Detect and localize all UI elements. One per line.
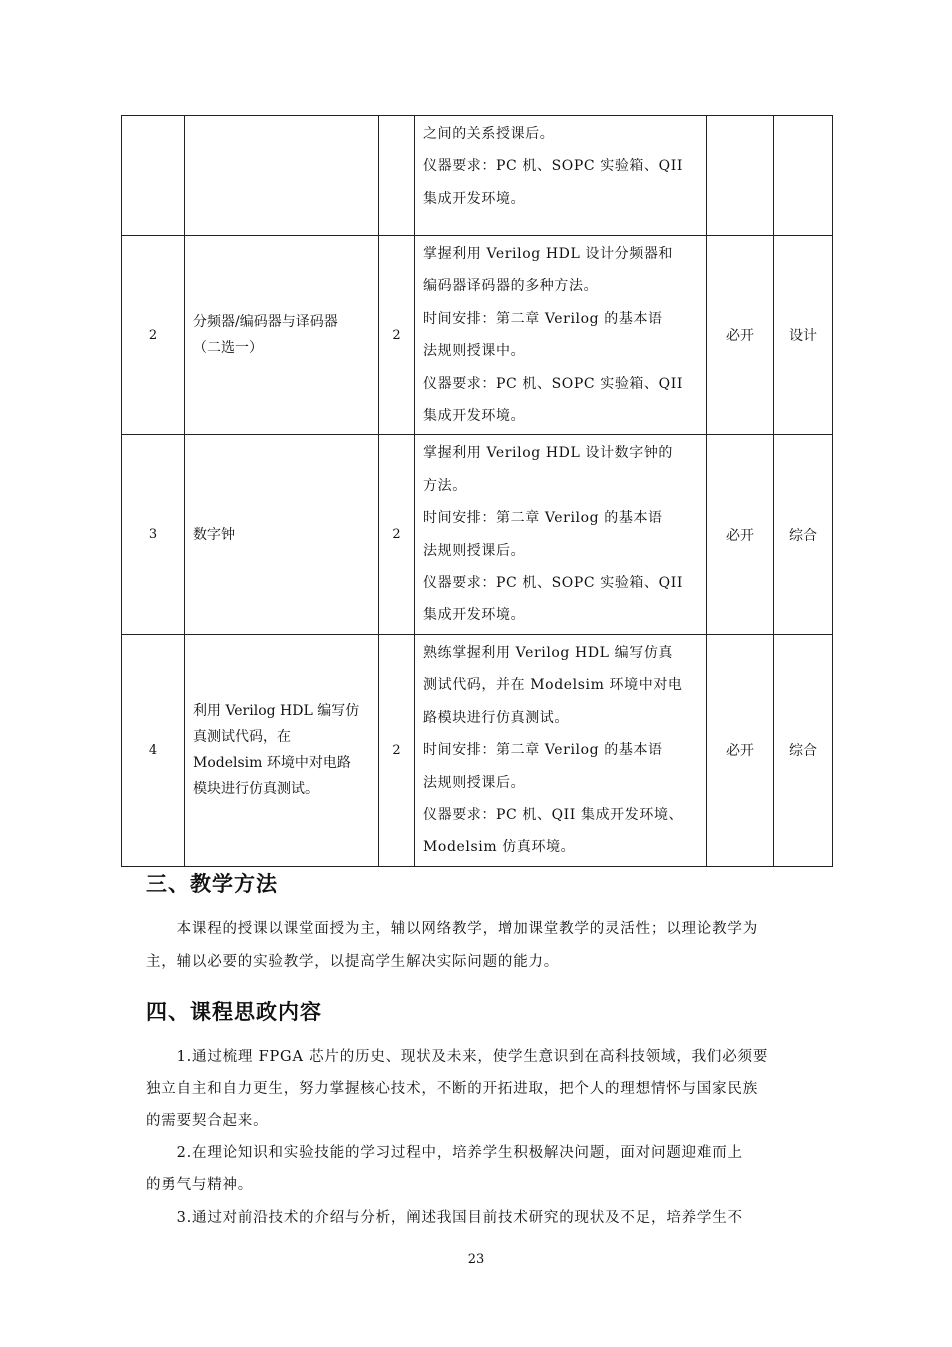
experiment-table-body <box>122 116 833 867</box>
content-line: 之间的关系授课后。 <box>423 126 555 142</box>
content-line: 测试代码，并在 Modelsim 环境中对电 <box>423 677 683 694</box>
cell-category: 设计 <box>774 236 833 435</box>
cell-experiment-name <box>185 116 379 236</box>
page-number: 23 <box>467 1252 485 1267</box>
section-4-line: 2.在理论知识和实验技能的学习过程中，培养学生积极解决问题，面对问题迎难而上 <box>146 1145 743 1161</box>
experiment-name-line: 模块进行仿真测试。 <box>193 781 319 798</box>
experiment-name-line: 分频器/编码器与译码器 <box>193 314 338 331</box>
content-line: 熟练掌握利用 Verilog HDL 编写仿真 <box>423 644 674 661</box>
experiment-table <box>121 115 833 867</box>
section-3-line: 主，辅以必要的实验教学，以提高学生解决实际问题的能力。 <box>146 954 560 970</box>
content-line: 掌握利用 Verilog HDL 设计分频器和 <box>423 246 674 262</box>
content-line: Modelsim 仿真环境。 <box>423 839 576 856</box>
experiment-name-line: 数字钟 <box>193 526 235 543</box>
cell-hours <box>379 116 415 236</box>
cell-number: 3 <box>122 435 185 634</box>
cell-content <box>415 435 707 634</box>
cell-requirement: 必开 <box>707 236 774 435</box>
cell-requirement <box>707 116 774 236</box>
content-line: 仪器要求：PC 机、SOPC 实验箱、QII <box>423 375 683 392</box>
cell-hours: 2 <box>379 236 415 435</box>
content-line: 路模块进行仿真测试。 <box>423 709 569 726</box>
content-line: 时间安排：第二章 Verilog 的基本语 <box>423 510 663 527</box>
cell-experiment-name <box>185 634 379 866</box>
content-line: 集成开发环境。 <box>423 607 526 624</box>
section-4-line: 3.通过对前沿技术的介绍与分析，阐述我国目前技术研究的现状及不足，培养学生不 <box>146 1210 743 1226</box>
cell-category <box>774 116 833 236</box>
content-line: 仪器要求：PC 机、SOPC 实验箱、QII <box>423 158 683 175</box>
section-3-heading: 三、教学方法 <box>146 872 278 896</box>
content-line: 法规则授课后。 <box>423 774 526 791</box>
cell-category: 综合 <box>774 435 833 634</box>
content-line: 掌握利用 Verilog HDL 设计数字钟的 <box>423 445 674 462</box>
cell-requirement: 必开 <box>707 435 774 634</box>
experiment-name-line: 利用 Verilog HDL 编写仿 <box>193 703 360 720</box>
experiment-name-line: （二选一） <box>193 340 263 357</box>
content-line: 时间安排：第二章 Verilog 的基本语 <box>423 742 663 759</box>
cell-requirement: 必开 <box>707 634 774 866</box>
cell-experiment-name <box>185 236 379 435</box>
cell-content <box>415 236 707 435</box>
content-line: 方法。 <box>423 477 467 494</box>
cell-number: 2 <box>122 236 185 435</box>
section-4-line: 的需要契合起来。 <box>146 1113 269 1129</box>
cell-experiment-name <box>185 435 379 634</box>
cell-hours: 2 <box>379 634 415 866</box>
cell-number <box>122 116 185 236</box>
content-line: 仪器要求：PC 机、SOPC 实验箱、QII <box>423 575 683 592</box>
cell-content <box>415 116 707 236</box>
content-line: 编码器译码器的多种方法。 <box>423 278 599 295</box>
content-line: 时间安排：第二章 Verilog 的基本语 <box>423 310 663 327</box>
cell-hours: 2 <box>379 435 415 634</box>
section-4-line: 的勇气与精神。 <box>146 1177 254 1193</box>
content-line: 集成开发环境。 <box>423 190 526 207</box>
table-row <box>122 236 833 435</box>
table-row <box>122 116 833 236</box>
experiment-name-line: 真测试代码，在 <box>193 729 291 746</box>
content-line: 集成开发环境。 <box>423 408 526 425</box>
cell-category: 综合 <box>774 634 833 866</box>
section-3-line: 本课程的授课以课堂面授为主，辅以网络教学，增加课堂教学的灵活性；以理论教学为 <box>146 921 758 937</box>
section-4-line: 1.通过梳理 FPGA 芯片的历史、现状及未来，使学生意识到在高科技领域，我们必须要 <box>146 1049 769 1065</box>
cell-content <box>415 634 707 866</box>
table-row <box>122 435 833 634</box>
section-4-heading: 四、课程思政内容 <box>146 1000 322 1024</box>
experiment-name-line: Modelsim 环境中对电路 <box>193 755 351 772</box>
content-line: 法规则授课后。 <box>423 542 526 559</box>
content-line: 仪器要求：PC 机、QII 集成开发环境、 <box>423 806 684 823</box>
content-line: 法规则授课中。 <box>423 343 526 360</box>
table-row <box>122 634 833 866</box>
section-4-line: 独立自主和自力更生，努力掌握核心技术，不断的开拓进取，把个人的理想情怀与国家民族 <box>146 1081 758 1097</box>
cell-number: 4 <box>122 634 185 866</box>
